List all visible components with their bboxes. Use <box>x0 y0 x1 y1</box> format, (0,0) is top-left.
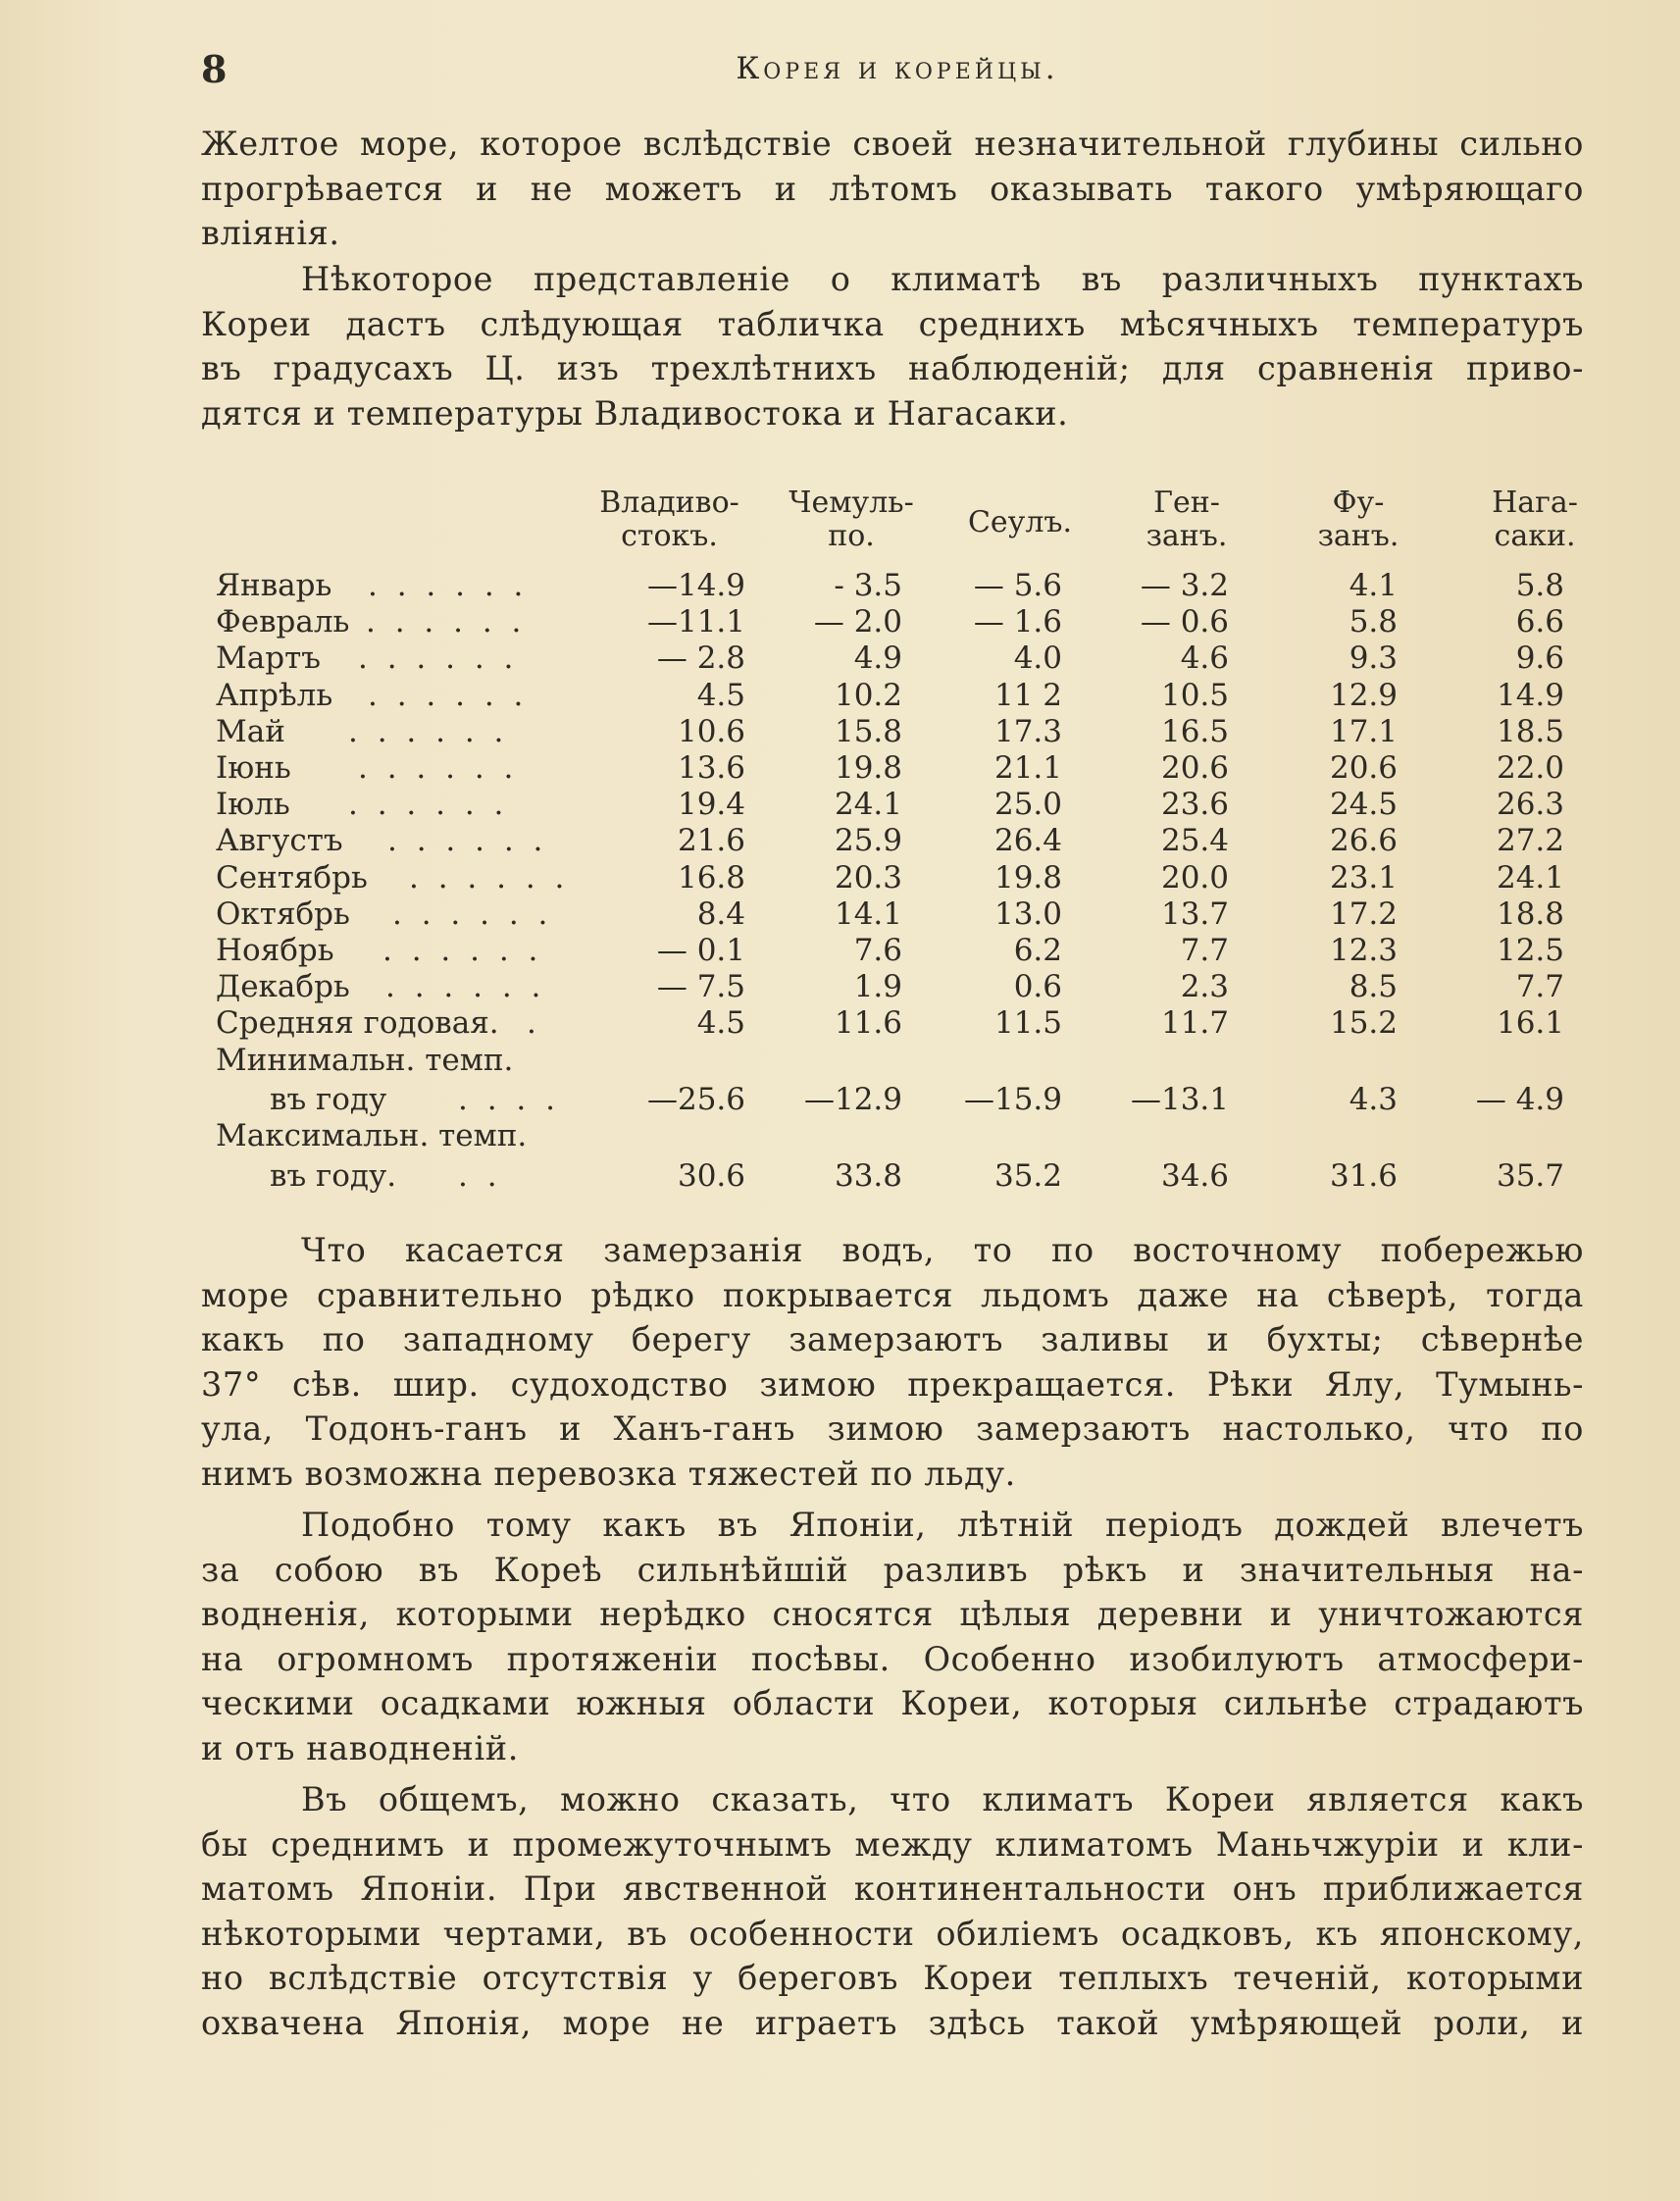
leader-dots: . . . . . . <box>382 933 543 968</box>
row-label: въ году. <box>270 1157 397 1194</box>
table-cell: 16.5 <box>1160 713 1229 749</box>
paragraph-climate-summary <box>201 1777 1584 2046</box>
text-line: ческими осадками южныя области Кореи, которыя сильнѣе страдаютъ <box>201 1684 1584 1723</box>
leader-dots: . . . . . . <box>392 896 553 932</box>
table-cell: — 2.8 <box>656 640 745 677</box>
row-label: Май <box>216 713 285 749</box>
leader-dots: . . . . . . <box>385 969 546 1005</box>
table-cell: 26.3 <box>1496 787 1564 823</box>
text-line: за собою въ Кореѣ сильнѣйшій разливъ рѣкъ и значительныя на- <box>201 1550 1584 1589</box>
table-cell: 7.7 <box>1515 969 1564 1005</box>
table-cell: 4.0 <box>1013 640 1062 677</box>
table-cell: 2.3 <box>1180 969 1229 1005</box>
text-line: водненія, которыми нерѣдко сносятся цѣлыя деревни и уничтожаются <box>201 1595 1584 1634</box>
table-cell: 4.1 <box>1349 568 1398 603</box>
text-line: Въ общемъ, можно сказать, что климатъ Кореи является какъ <box>301 1780 1584 1818</box>
table-row <box>201 750 1594 787</box>
text-line: прогрѣвается и не можетъ и лѣтомъ оказывать такого умѣряющаго <box>201 169 1584 208</box>
text-line: бы среднимъ и промежуточнымъ между климатомъ Маньчжуріи и кли- <box>201 1824 1584 1864</box>
row-label: Апрѣль <box>216 677 333 713</box>
table-cell: 35.2 <box>993 1157 1062 1194</box>
leader-dots: . . . . . . <box>348 713 509 749</box>
table-row <box>201 604 1594 640</box>
table-cell: 22.0 <box>1496 750 1564 786</box>
table-cell: —15.9 <box>963 1081 1062 1117</box>
table-cell: — 2.0 <box>813 604 902 640</box>
table-cell: 26.6 <box>1329 823 1398 859</box>
table-cell: 21.1 <box>993 750 1062 786</box>
table-cell: 5.8 <box>1515 568 1564 603</box>
table-cell: 4.9 <box>853 640 902 677</box>
text-line: дятся и температуры Владивостока и Нагасаки. <box>201 393 1069 433</box>
running-title: Корея и корейцы. <box>736 51 1059 86</box>
table-cell: 18.5 <box>1496 713 1564 749</box>
table-row <box>201 860 1594 896</box>
table-cell: — 7.5 <box>656 969 745 1005</box>
table-cell: 24.1 <box>1496 859 1564 896</box>
table-row <box>201 896 1594 933</box>
table-cell: 35.7 <box>1496 1157 1564 1194</box>
table-cell: 13.0 <box>993 896 1062 932</box>
leader-dots: . . . . . . <box>348 787 509 823</box>
row-label: Іюль <box>216 787 290 823</box>
table-cell: 10.2 <box>834 677 902 713</box>
table-cell: 8.4 <box>696 896 745 932</box>
leader-dots: . . . . . . <box>358 750 519 786</box>
leader-dots: . . . . . . <box>368 677 529 713</box>
table-cell: 12.5 <box>1496 933 1564 968</box>
table-cell: — 4.9 <box>1475 1081 1564 1117</box>
table-cell: 18.8 <box>1496 896 1564 932</box>
row-label: Ноябрь <box>216 933 334 968</box>
table-cell: —14.9 <box>646 568 745 603</box>
table-cell: 30.6 <box>677 1157 745 1194</box>
text-line: Желтое море, которое вслѣдствіе своей незначительной глубины сильно <box>201 125 1584 163</box>
table-cell: 20.0 <box>1160 859 1229 896</box>
table-cell: 6.2 <box>1013 933 1062 968</box>
table-cell: 15.8 <box>834 713 902 749</box>
table-cell: 10.6 <box>677 713 745 749</box>
table-cell: 4.3 <box>1349 1081 1398 1117</box>
table-cell: 24.5 <box>1329 787 1398 823</box>
text-line: нимъ возможна перевозка тяжестей по льду. <box>201 1454 1016 1493</box>
text-line: но вслѣдствіе отсутствія у береговъ Кореи теплыхъ теченій, которыми <box>201 1959 1584 1998</box>
row-label: Февраль <box>216 604 350 640</box>
table-cell: 31.6 <box>1329 1157 1398 1194</box>
row-label: Іюнь <box>216 750 291 786</box>
text-line: Кореи дастъ слѣдующая табличка среднихъ мѣсячныхъ температуръ <box>201 304 1584 343</box>
table-cell: 23.1 <box>1329 859 1398 896</box>
table-cell: — 1.6 <box>973 604 1062 640</box>
table-cell: 23.6 <box>1160 787 1229 823</box>
table-cell: — 0.1 <box>656 933 745 968</box>
table-row <box>201 1158 1594 1195</box>
table-cell: 26.4 <box>993 823 1062 859</box>
leader-dots: . . . . . . <box>409 859 570 896</box>
leader-dots: . . . . . . <box>358 640 519 677</box>
table-cell: 17.2 <box>1329 896 1398 932</box>
table-row <box>201 933 1594 969</box>
paragraph-yellow-sea <box>201 122 1584 256</box>
table-cell: 33.8 <box>834 1157 902 1194</box>
table-cell: 15.2 <box>1329 1005 1398 1042</box>
table-cell: 11.5 <box>993 1005 1062 1042</box>
table-cell: 25.0 <box>993 787 1062 823</box>
row-label: Декабрь <box>216 969 350 1005</box>
table-cell: 10.5 <box>1160 677 1229 713</box>
column-header-seoul: Сеулъ. <box>967 505 1073 539</box>
table-cell: 17.3 <box>993 713 1062 749</box>
table-cell: 20.3 <box>834 859 902 896</box>
text-line: Подобно тому какъ въ Японіи, лѣтній періодъ дождей влечетъ <box>301 1506 1584 1544</box>
table-row <box>201 1082 1594 1118</box>
table-cell: 25.4 <box>1160 823 1229 859</box>
table-cell: 17.1 <box>1329 713 1398 749</box>
table-cell: 4.5 <box>696 1005 745 1042</box>
table-cell: 25.9 <box>834 823 902 859</box>
table-cell: 14.1 <box>834 896 902 932</box>
table-row <box>201 568 1594 604</box>
paragraph-floods <box>201 1503 1584 1771</box>
table-cell: 8.5 <box>1349 969 1398 1005</box>
text-line: вліянія. <box>201 214 340 253</box>
table-row <box>201 1005 1594 1042</box>
table-cell: —12.9 <box>803 1081 902 1117</box>
leader-dots: . . . . . . <box>366 604 527 640</box>
paragraph-freezing <box>201 1228 1584 1497</box>
table-cell: 4.6 <box>1180 640 1229 677</box>
text-line: нѣкоторыми чертами, въ особенности обиліемъ осадковъ, къ японскому, <box>201 1914 1584 1953</box>
table-row <box>201 1118 1594 1154</box>
table-cell: 19.4 <box>677 787 745 823</box>
table-cell: 16.1 <box>1496 1005 1564 1042</box>
table-cell: — 3.2 <box>1140 568 1229 603</box>
row-label: Минимальн. темп. <box>216 1042 514 1078</box>
text-line: 37° сѣв. шир. судоходство зимою прекращается. Рѣки Ялу, Тумынь- <box>201 1364 1584 1404</box>
table-cell: 19.8 <box>993 859 1062 896</box>
leader-dots: . . . . <box>458 1081 560 1117</box>
row-label: Мартъ <box>216 640 321 677</box>
table-cell: 9.3 <box>1349 640 1398 677</box>
row-label: Августъ <box>216 823 343 859</box>
table-row <box>201 640 1594 677</box>
text-line: Что касается замерзанія водъ, то по восточному побережью <box>301 1231 1584 1269</box>
paragraph-table-intro <box>201 257 1584 435</box>
table-cell: 11.6 <box>834 1005 902 1042</box>
table-cell: 20.6 <box>1160 750 1229 786</box>
table-cell: — 5.6 <box>973 568 1062 603</box>
table-row <box>201 787 1594 823</box>
table-row <box>201 969 1594 1005</box>
table-cell: —11.1 <box>646 604 745 640</box>
table-cell: 16.8 <box>677 859 745 896</box>
text-line: ула, Тодонъ-ганъ и Ханъ-ганъ зимою замерзаютъ настолько, что по <box>201 1409 1584 1449</box>
column-header-vladivostok: Владиво- стокъ. <box>599 486 739 553</box>
table-row <box>201 823 1594 859</box>
row-label: Средняя годовая. <box>216 1005 499 1042</box>
table-cell: 24.1 <box>834 787 902 823</box>
column-header-genzan: Ген- занъ. <box>1145 486 1228 553</box>
leader-dots: . . . . . . <box>368 568 529 603</box>
text-line: и отъ наводненій. <box>201 1728 519 1767</box>
table-cell: 7.7 <box>1180 933 1229 968</box>
text-line: какъ по западному берегу замерзаютъ заливы и бухты; сѣвернѣе <box>201 1320 1584 1359</box>
table-cell: 13.6 <box>677 750 745 786</box>
column-header-chemulpo: Чемуль- по. <box>789 486 914 553</box>
table-row <box>201 1043 1594 1079</box>
table-cell: 9.6 <box>1515 640 1564 677</box>
table-cell: —13.1 <box>1130 1081 1229 1117</box>
leader-dots: . . <box>458 1157 502 1194</box>
text-line: Нѣкоторое представленіе о климатѣ въ различныхъ пунктахъ <box>301 260 1584 298</box>
text-line: матомъ Японіи. При явственной континентальности онъ приближается <box>201 1869 1584 1909</box>
text-line: море сравнительно рѣдко покрывается льдомъ даже на сѣверѣ, тогда <box>201 1275 1584 1314</box>
page-number: 8 <box>201 47 229 91</box>
table-cell: - 3.5 <box>834 568 902 603</box>
row-label: Январь <box>216 568 332 603</box>
table-cell: 14.9 <box>1496 677 1564 713</box>
text-line: на огромномъ протяженіи посѣвы. Особенно изобилуютъ атмосфери- <box>201 1639 1584 1678</box>
leader-dots: . . . . . . <box>387 823 548 859</box>
table-cell: 0.6 <box>1013 969 1062 1005</box>
table-cell: —25.6 <box>646 1081 745 1117</box>
page-header <box>201 47 1594 96</box>
table-cell: 11.7 <box>1160 1005 1229 1042</box>
table-row <box>201 678 1594 714</box>
row-label: Максимальн. темп. <box>216 1117 528 1153</box>
table-cell: 13.7 <box>1160 896 1229 932</box>
table-cell: 5.8 <box>1349 604 1398 640</box>
leader-dots: . <box>527 1005 541 1042</box>
table-cell: 34.6 <box>1160 1157 1229 1194</box>
column-header-nagasaki: Нага- саки. <box>1492 486 1578 553</box>
table-cell: 27.2 <box>1496 823 1564 859</box>
table-cell: 7.6 <box>853 933 902 968</box>
table-cell: 11 2 <box>993 677 1062 713</box>
table-cell: 12.9 <box>1329 677 1398 713</box>
table-cell: 19.8 <box>834 750 902 786</box>
table-cell: — 0.6 <box>1140 604 1229 640</box>
column-header-fuzan: Фу- занъ. <box>1317 486 1400 553</box>
table-cell: 20.6 <box>1329 750 1398 786</box>
text-line: въ градусахъ Ц. изъ трехлѣтнихъ наблюденій; для сравненія приво- <box>201 349 1584 388</box>
table-cell: 12.3 <box>1329 933 1398 968</box>
row-label: Сентябрь <box>216 859 368 896</box>
row-label: въ году <box>270 1081 387 1117</box>
table-cell: 6.6 <box>1515 604 1564 640</box>
table-cell: 1.9 <box>853 969 902 1005</box>
table-cell: 4.5 <box>696 677 745 713</box>
row-label: Октябрь <box>216 896 350 932</box>
table-cell: 21.6 <box>677 823 745 859</box>
text-line: охвачена Японія, море не играетъ здѣсь такой умѣряющей роли, и <box>201 2003 1584 2042</box>
table-row <box>201 714 1594 750</box>
